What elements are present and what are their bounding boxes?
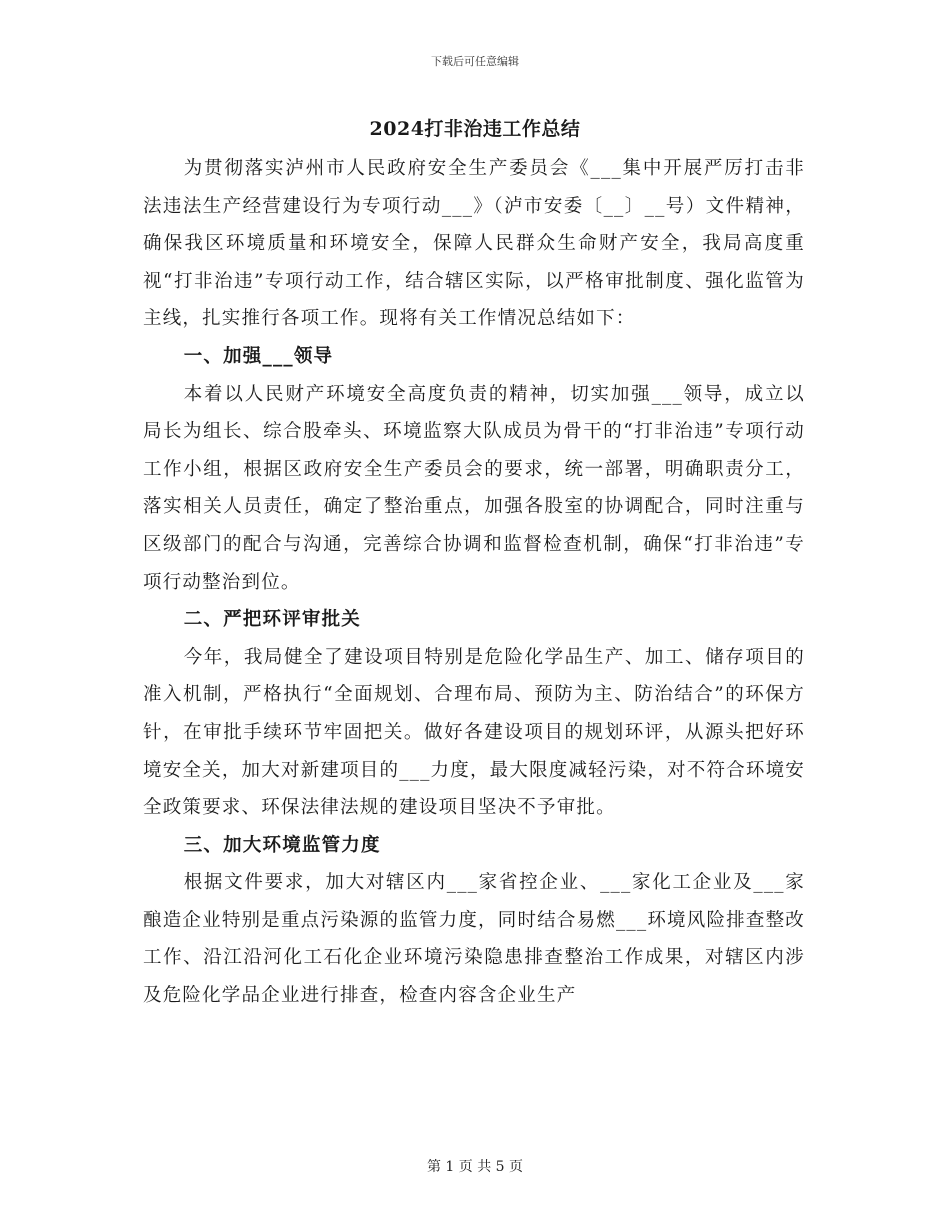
document-title: 2024打非治违工作总结 [369, 118, 581, 140]
section-paragraph-3: 根据文件要求，加大对辖区内___家省控企业、___家化工企业及___家酿造企业特别是重点污染源的监管力度，同时结合易燃___环境风险排查整改工作、沿江沿河化工石化企业环境污染隐患排查整治工作成果，对辖区内涉及危险化学品企业进行排查，检查内容含企业生产 [143, 872, 805, 1007]
section-heading-3: 三、加大环境监管力度 [183, 834, 381, 856]
page-footer: 第 1 页 共 5 页 [426, 1159, 524, 1175]
section-paragraph-1: 本着以人民财产环境安全高度负责的精神，切实加强___领导，成立以局长为组长、综合股牵头、环境监察大队成员为骨干的“打非治违”专项行动工作小组，根据区政府安全生产委员会的要求，统一部署，明确职责分工，落实相关人员责任，确定了整治重点，加强各股室的协调配合，同时注重与区级部门的配合与沟通，完善综合协调和监督检查机制，确保“打非治违”专项行动整治到位。 [143, 383, 805, 593]
section-heading-2: 二、严把环评审批关 [183, 609, 361, 631]
section-paragraph-2: 今年，我局健全了建设项目特别是危险化学品生产、加工、储存项目的准入机制，严格执行“全面规划、合理布局、预防为主、防治结合”的环保方针，在审批手续环节牢固把关。做好各建设项目的规划环评，从源头把好环境安全关，加大对新建项目的___力度，最大限度减轻污染，对不符合环境安全政策要求、环保法律法规的建设项目坚决不予审批。 [143, 646, 805, 819]
header-note: 下载后可任意编辑 [431, 55, 519, 68]
document-body [143, 150, 805, 1015]
intro-paragraph: 为贯彻落实泸州市人民政府安全生产委员会《___集中开展严厉打击非法违法生产经营建设行为专项行动___》（泸市安委〔__〕__号）文件精神，确保我区环境质量和环境安全，保障人民群众生命财产安全，我局高度重视“打非治违”专项行动工作，结合辖区实际，以严格审批制度、强化监管为主线，扎实推行各项工作。现将有关工作情况总结如下： [143, 158, 805, 330]
section-heading-1: 一、加强___领导 [183, 345, 334, 367]
